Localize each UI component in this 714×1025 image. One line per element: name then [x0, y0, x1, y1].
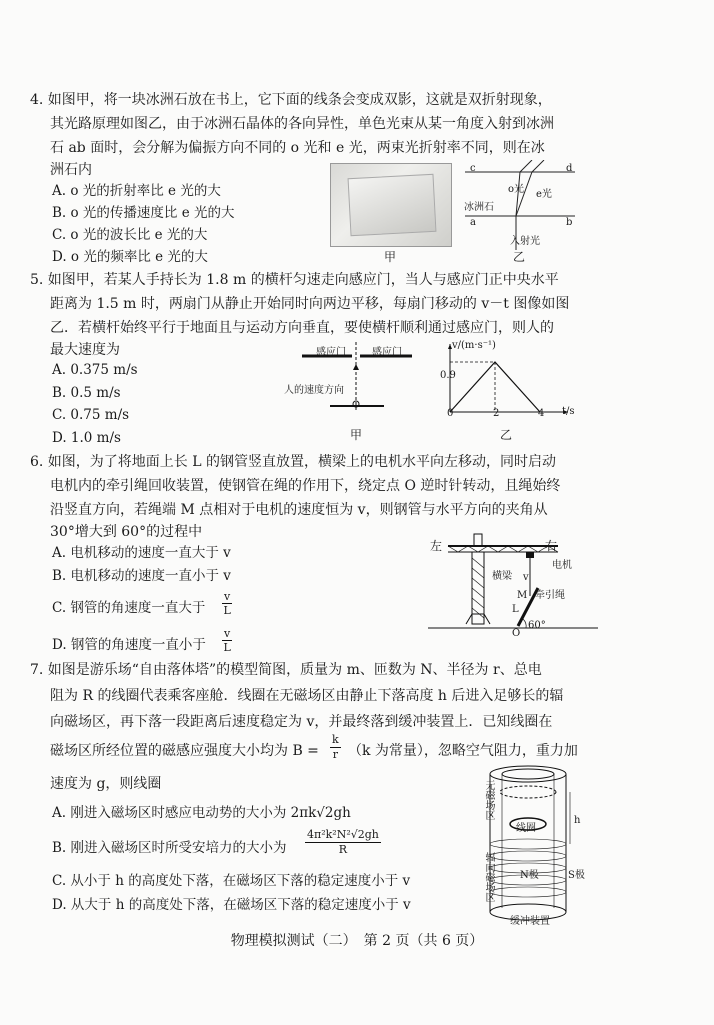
q7-option-c: C. 从小于 h 的高度处下落，在磁场区下落的稳定速度小于 v — [52, 873, 411, 889]
q7-label-buffer: 缓冲装置 — [510, 916, 550, 927]
q6-label-O: O — [512, 628, 521, 639]
q7-option-a: A. 刚进入磁场区时感应电动势的大小为 2πk√2gh — [52, 805, 351, 821]
q6-option-a: A. 电机移动的速度一直大于 v — [52, 545, 231, 561]
q5-option-d: D. 1.0 m/s — [52, 430, 121, 446]
q6-option-d: D. 钢管的角速度一直小于 — [52, 637, 206, 653]
q5-direction-label: 人的速度方向 — [284, 385, 344, 396]
q6-label-angle: 60° — [528, 620, 546, 631]
q6-label-motor: 电机 — [552, 560, 572, 571]
q5-vt-t0: 0 — [447, 408, 454, 419]
q6-crane-diagram — [428, 528, 598, 638]
q7-B-fraction: k r — [332, 733, 339, 761]
q6-label-L: L — [512, 604, 519, 615]
q6-line-3: 沿竖直方向，若绳端 M 点相对于电机的速度恒为 v，则钢管与水平方向的夹角从 — [50, 502, 548, 518]
q5-caption-jia: 甲 — [350, 428, 363, 442]
q6-option-c-fraction: v L — [223, 590, 231, 617]
q4-caption-yi: 乙 — [513, 250, 526, 264]
q5-line-4: 最大速度为 — [50, 342, 120, 358]
q6-line-2: 电机内的牵引绳回收装置，使钢管在绳的作用下，绕定点 O 逆时针转动，且绳始终 — [50, 478, 561, 494]
q6-line-1: 6. 如图，为了将地面上长 L 的钢管竖直放置，横梁上的电机水平向左移动，同时启动 — [30, 454, 557, 470]
q6-label-v: v — [523, 572, 529, 583]
q4-caption-jia: 甲 — [384, 250, 397, 264]
q6-label-beam: 横梁 — [492, 571, 512, 582]
q6-label-M: M — [517, 590, 528, 601]
q7-line-2: 阻为 R 的线圈代表乘客座舱．线圈在无磁场区由静止下落高度 h 后进入足够长的辐 — [50, 688, 564, 704]
q6-label-left: 左 — [430, 539, 443, 553]
q5-vt-t2: 2 — [493, 408, 500, 419]
q7-line-1: 7. 如图是游乐场“自由落体塔”的模型简图，质量为 m、匝数为 N、半径为 r、总电 — [30, 662, 542, 678]
q7-line-5: 速度为 g，则线圈 — [50, 776, 162, 792]
q5-line-3: 乙．若横杆始终平行于地面且与运动方向垂直，要使横杆顺利通过感应门，则人的 — [50, 320, 554, 336]
q6-option-c: C. 钢管的角速度一直大于 — [52, 600, 206, 616]
q5-vt-t4: 4 — [538, 408, 545, 419]
q4-option-d: D. o 光的频率比 e 光的大 — [52, 249, 208, 265]
q7-label-no-field: 无磁场区 — [483, 780, 494, 820]
q5-caption-yi: 乙 — [500, 428, 513, 442]
q4-label-e-light: e光 — [536, 189, 552, 200]
q7-label-coil: 线圈 — [516, 823, 536, 834]
q4-label-o-light: o光 — [508, 184, 525, 195]
q4-line-3: 石 ab 面时，会分解为偏振方向不同的 o 光和 e 光，两束光折射率不同，则在冰 — [50, 140, 545, 156]
q6-label-rope: 牵引绳 — [535, 590, 565, 601]
q7-line-4a: 磁场区所经位置的磁感应强度大小均为 B = — [50, 743, 319, 759]
q4-line-4: 洲石内 — [50, 162, 92, 178]
q4-option-a: A. o 光的折射率比 e 光的大 — [52, 183, 221, 199]
q5-line-1: 5. 如图甲，若某人手持长为 1.8 m 的横杆匀速走向感应门，当人与感应门正中央水平 — [30, 272, 559, 288]
q5-option-a: A. 0.375 m/s — [52, 362, 138, 378]
q4-option-c: C. o 光的波长比 e 光的大 — [52, 227, 208, 243]
q7-label-N: N极 — [520, 870, 539, 881]
q7-force-fraction: 4π²k²N²√2gh R — [307, 828, 379, 856]
q4-label-d: d — [566, 163, 573, 174]
q4-line-1: 4. 如图甲，将一块冰洲石放在书上，它下面的线条会变成双影，这就是双折射现象， — [30, 92, 552, 108]
q7-line-3: 向磁场区，再下落一段距离后速度稳定为 v，并最终落到缓冲装置上．已知线圈在 — [50, 714, 553, 730]
q4-photo-iceland-spar — [330, 163, 452, 247]
q6-line-4: 30°增大到 60°的过程中 — [50, 524, 203, 540]
q7-label-radial: 辐向磁场区 — [483, 852, 494, 902]
q4-label-crystal: 冰洲石 — [464, 202, 494, 213]
q4-label-b: b — [566, 217, 573, 228]
q5-vt-yaxis-label: v/(m·s⁻¹) — [452, 340, 496, 351]
q6-option-d-fraction: v L — [223, 627, 231, 654]
q5-vt-xaxis-label: t/s — [562, 406, 575, 417]
q5-line-2: 距离为 1.5 m 时，两扇门从静止开始同时向两边平移，每扇门移动的 v－t 图像如图 — [50, 296, 570, 312]
q5-option-b: B. 0.5 m/s — [52, 385, 121, 401]
q5-vt-09-label: 0.9 — [440, 370, 456, 381]
q5-door-right: 感应门 — [372, 347, 402, 358]
page-footer: 物理模拟测试（二） 第 2 页（共 6 页） — [230, 933, 484, 949]
q4-line-2: 其光路原理如图乙，由于冰洲石晶体的各向异性，单色光束从某一角度入射到冰洲 — [50, 116, 554, 132]
q7-option-d: D. 从大于 h 的高度处下落，在磁场区下落的稳定速度小于 v — [52, 897, 411, 913]
q4-label-incident: 入射光 — [510, 236, 540, 247]
q5-vt-graph — [436, 340, 576, 420]
q4-option-b: B. o 光的传播速度比 e 光的大 — [52, 205, 235, 221]
q5-option-c: C. 0.75 m/s — [52, 407, 130, 423]
q7-label-h: h — [574, 815, 581, 826]
q4-label-c: c — [470, 163, 476, 174]
q7-option-b: B. 刚进入磁场区时所受安培力的大小为 — [52, 840, 287, 856]
q6-option-b: B. 电机移动的速度一直小于 v — [52, 568, 231, 584]
q7-label-S: S极 — [568, 870, 585, 881]
q7-line-4b: （k 为常量），忽略空气阻力，重力加 — [348, 743, 578, 759]
q4-label-a: a — [470, 217, 476, 228]
q6-label-right: 右 — [545, 539, 558, 553]
q5-door-left: 感应门 — [316, 347, 346, 358]
